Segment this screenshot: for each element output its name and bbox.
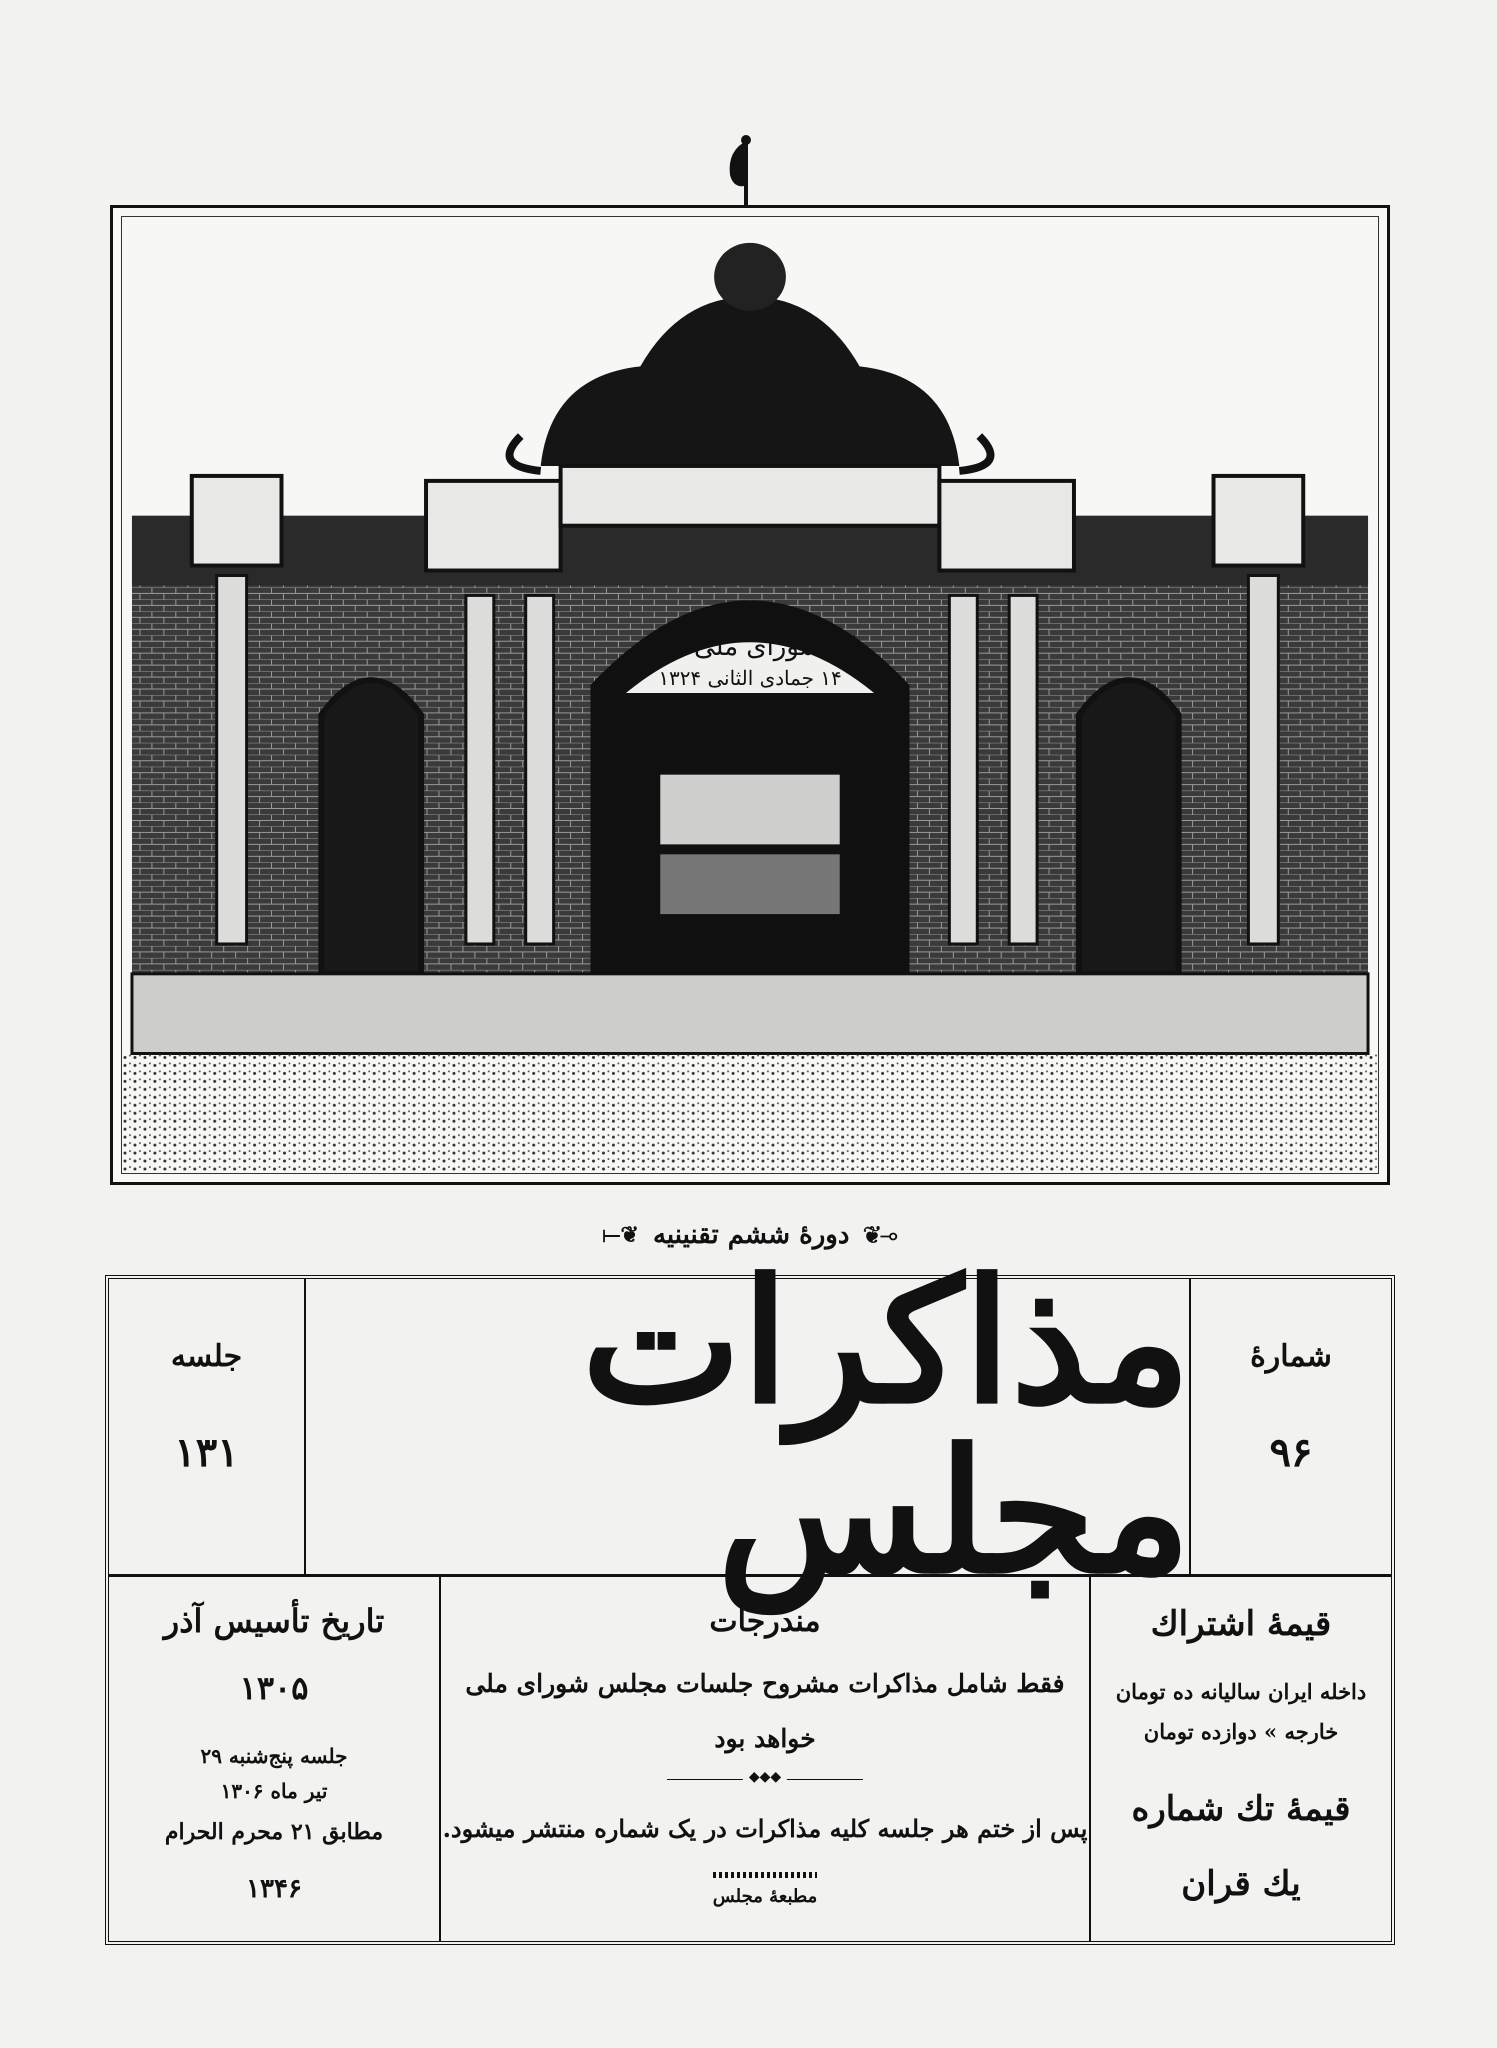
contents-divider: ◆◆◆ [667,1779,863,1780]
session-date-line3: مطابق ۲۱ محرم الحرام [164,1819,384,1845]
ornament-icon: ❦⟞ [602,1222,639,1248]
issue-number-label: شمارۀ [1250,1339,1332,1374]
founding-heading: تاریخ تأسیس آذر [163,1602,385,1640]
contents-heading: مندرجات [709,1604,821,1639]
subscription-foreign: خارجه » دوازده تومان [1143,1719,1339,1744]
founding-year: ۱۳۰۵ [239,1669,309,1707]
masthead-bottom-row [109,1574,1391,1941]
session-date-line2: تیر ماه ۱۳۰۶ [220,1779,328,1803]
contents-line2: خواهد بود [714,1724,816,1753]
session-value: ۱۳۱ [174,1429,239,1476]
session-date-line1: جلسه پنج‌شنبه ۲۹ [200,1744,348,1768]
contents-line3: پس از ختم هر جلسه کلیه مذاکرات در یک شماره منتشر میشود. [442,1814,1088,1843]
contents-column [439,1574,1091,1941]
newspaper-title: مذاکرات مجلس [581,1241,1191,1612]
single-issue-price: یك قران [1181,1864,1301,1904]
single-issue-heading: قیمۀ تك شماره [1131,1789,1351,1829]
masthead-top-row [109,1241,1391,1612]
session-number-box [109,1279,306,1574]
ornament-icon: ⟜❦ [863,1222,898,1248]
issue-number-value: ۹۶ [1269,1429,1313,1476]
parliament-building-illustration [110,205,1390,1185]
issue-number-box [1189,1279,1391,1574]
session-label: جلسه [170,1339,243,1374]
printer-name: مطبعۀ مجلس [712,1886,818,1907]
gate-inscription-line1: دارالشورای ملی ایران [630,632,870,663]
gate-inscription-line2: ۱۴ جمادی الثانی ۱۳۲۴ [658,667,842,691]
period-text: دورۀ ششم تقنینیه [652,1220,850,1250]
contents-line1: فقط شامل مذاکرات مشروح جلسات مجلس شورای ملی [465,1669,1065,1698]
subscription-heading: قیمۀ اشتراك [1150,1604,1332,1644]
footer-ornament [713,1872,817,1878]
title-box [304,1241,1191,1612]
subscription-domestic: داخله ایران سالیانه ده تومان [1115,1679,1367,1704]
founding-column [109,1574,441,1941]
session-date-line4: ۱۳۴۶ [246,1874,302,1904]
building-drawing [122,217,1378,1173]
masthead [105,1241,1395,1945]
subscription-column [1089,1574,1391,1941]
